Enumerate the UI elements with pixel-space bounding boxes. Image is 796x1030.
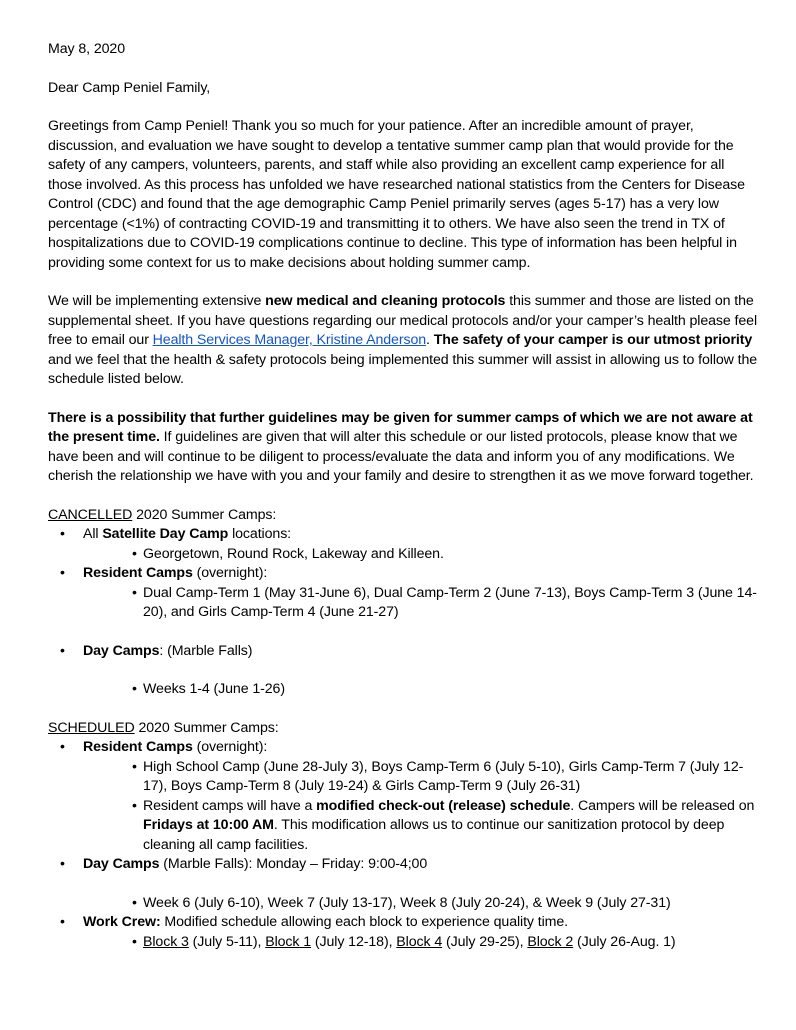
letter-date: May 8, 2020 xyxy=(48,41,125,57)
block-2-link: Block 2 xyxy=(527,933,574,950)
salutation: Dear Camp Peniel Family, xyxy=(48,79,211,96)
paragraph-protocols: We will be implementing extensive new medical and cleaning protocols this summer and those are listed on the supplemental sheet. If you have questions regarding our medical protocols and/or your camper’s health please feel free to email our Health Services Manager, Kristine Anderson. The safety of your camper is our utmost priority and we feel that the health & safety protocols being implemented this summer will assist in allowing us to follow the schedule listed below. xyxy=(48,293,758,387)
block-4-link: Block 4 xyxy=(396,933,443,950)
scheduled-heading: SCHEDULED 2020 Summer Camps: xyxy=(48,719,279,736)
letter xyxy=(48,40,760,952)
paragraph-guidelines: There is a possibility that further guidelines may be given for summer camps of which we are not aware at the present time. If guidelines are given that will alter this schedule or our listed protocols, please know that we have been and will continue to be diligent to process/evaluate the data and inform you of any modifications. We cherish the relationship we have with you and your family and desire to strengthen it as we move forward together. xyxy=(48,409,754,484)
list-item-scheduled-resident: • Resident Camps (overnight): xyxy=(48,738,760,758)
health-services-email-link[interactable]: Health Services Manager, Kristine Anderson xyxy=(152,332,427,348)
block-3-link: Block 3 xyxy=(143,933,189,950)
list-item-cancelled-day: • Day Camps: (Marble Falls) xyxy=(48,642,760,662)
list-item-cancelled-day-weeks: • Weeks 1-4 (June 1-26) xyxy=(132,681,285,697)
list-item-work-crew-blocks: • Block 3 (July 5-11), Block 1 (July 12-18), Block 4 (July 29-25), Block 2 (July 26-Aug. 1) xyxy=(132,933,676,950)
list-item-scheduled-day: • Day Camps (Marble Falls): Monday – Friday: 9:00-4;00 xyxy=(48,855,760,875)
list-item-satellite: • All Satellite Day Camp locations: xyxy=(48,525,760,545)
list-item-scheduled-resident-note: • Resident camps will have a modified check-out (release) schedule. Campers will be released on Fridays at 10:00 AM. This modification allows us to continue our sanitization protocol by deep cleaning all camp facilities. xyxy=(132,797,755,853)
list-item-satellite-locations: • Georgetown, Round Rock, Lakeway and Killeen. xyxy=(132,545,444,562)
list-item-work-crew: • Work Crew: Modified schedule allowing each block to experience quality time. xyxy=(48,913,760,933)
block-1-link: Block 1 xyxy=(265,933,312,950)
list-item-scheduled-day-weeks: • Week 6 (July 6-10), Week 7 (July 13-17), Week 8 (July 20-24), & Week 9 (July 27-31) xyxy=(132,894,671,911)
list-item-cancelled-resident: • Resident Camps (overnight): xyxy=(48,564,760,584)
list-item-cancelled-resident-terms: • Dual Camp-Term 1 (May 31-June 6), Dual Camp-Term 2 (June 7-13), Boys Camp-Term 3 (June 14-20), and Girls Camp-Term 4 (June 21-27) xyxy=(132,584,757,620)
paragraph-greeting: Greetings from Camp Peniel! Thank you so much for your patience. After an incredible amount of prayer, discussion, and evaluation we have sought to develop a tentative summer camp plan that would provide for the safety of any campers, volunteers, parents, and staff while also providing an excellent camp experience for all those involved. As this process has unfolded we have researched national statistics from the Centers for Disease Control (CDC) and found that the age demographic Camp Peniel primarily serves (ages 5-17) has a very low percentage (<1%) of contracting COVID-19 and transmitting it to others. We have also seen the trend in TX of hospitalizations due to COVID-19 complications continue to decline. This type of information has been helpful in providing some context for us to make decisions about holding summer camp. xyxy=(48,118,745,271)
list-item-scheduled-resident-terms: • High School Camp (June 28-July 3), Boys Camp-Term 6 (July 5-10), Girls Camp-Term 7 (July 12-17), Boys Camp-Term 8 (July 19-24) & Girls Camp-Term 9 (July 26-31) xyxy=(132,758,744,794)
cancelled-heading: CANCELLED 2020 Summer Camps: xyxy=(48,506,277,523)
